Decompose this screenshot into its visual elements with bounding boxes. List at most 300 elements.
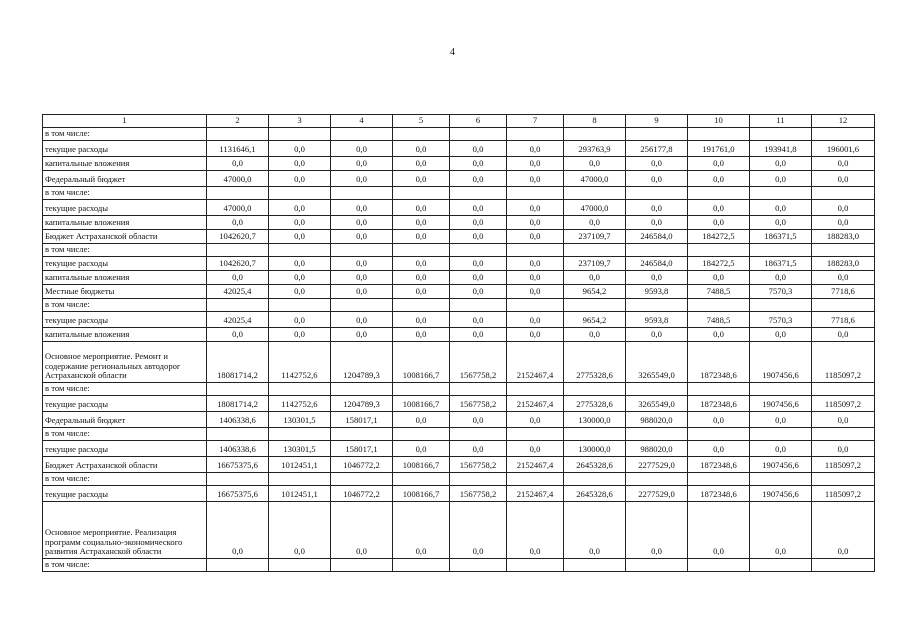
table-row xyxy=(43,341,875,382)
value-cell: 0,0 xyxy=(393,270,450,284)
value-cell: 0,0 xyxy=(812,156,875,170)
value-cell: 0,0 xyxy=(750,199,812,215)
value-cell: 988020,0 xyxy=(626,411,688,427)
value-cell: 1185097,2 xyxy=(812,341,875,382)
value-cell: 188283,0 xyxy=(812,229,875,243)
value-cell xyxy=(393,298,450,311)
value-cell xyxy=(331,472,393,485)
row-label: в том числе: xyxy=(43,298,207,311)
value-cell: 0,0 xyxy=(331,229,393,243)
value-cell xyxy=(450,472,507,485)
value-cell: 47000,0 xyxy=(207,170,269,186)
value-cell xyxy=(626,186,688,199)
value-cell: 0,0 xyxy=(507,501,564,558)
column-header: 3 xyxy=(269,115,331,128)
row-label: Бюджет Астраханской области xyxy=(43,229,207,243)
value-cell xyxy=(507,558,564,571)
value-cell: 2645328,6 xyxy=(564,456,626,472)
value-cell xyxy=(812,243,875,256)
value-cell xyxy=(564,472,626,485)
value-cell: 1204789,3 xyxy=(331,395,393,411)
value-cell xyxy=(688,298,750,311)
value-cell: 0,0 xyxy=(269,501,331,558)
value-cell: 0,0 xyxy=(688,440,750,456)
value-cell xyxy=(688,427,750,440)
table-row xyxy=(43,427,875,440)
value-cell: 196001,6 xyxy=(812,140,875,156)
value-cell: 0,0 xyxy=(450,229,507,243)
value-cell: 0,0 xyxy=(450,327,507,341)
value-cell: 2152467,4 xyxy=(507,456,564,472)
row-label: Бюджет Астраханской области xyxy=(43,456,207,472)
value-cell xyxy=(207,127,269,140)
value-cell xyxy=(450,427,507,440)
value-cell xyxy=(393,186,450,199)
value-cell xyxy=(688,243,750,256)
row-label: в том числе: xyxy=(43,127,207,140)
value-cell xyxy=(269,472,331,485)
row-label: текущие расходы xyxy=(43,199,207,215)
value-cell: 47000,0 xyxy=(564,199,626,215)
table-row xyxy=(43,215,875,229)
value-cell xyxy=(626,382,688,395)
value-cell: 0,0 xyxy=(450,311,507,327)
value-cell: 988020,0 xyxy=(626,440,688,456)
value-cell: 7570,3 xyxy=(750,311,812,327)
table-row xyxy=(43,256,875,270)
value-cell: 0,0 xyxy=(507,284,564,298)
table-row xyxy=(43,311,875,327)
value-cell: 1567758,2 xyxy=(450,456,507,472)
table-row xyxy=(43,284,875,298)
value-cell: 0,0 xyxy=(393,199,450,215)
value-cell xyxy=(507,186,564,199)
value-cell: 0,0 xyxy=(331,256,393,270)
table-row xyxy=(43,140,875,156)
value-cell xyxy=(688,558,750,571)
row-label: в том числе: xyxy=(43,382,207,395)
value-cell: 3265549,0 xyxy=(626,395,688,411)
value-cell: 18081714,2 xyxy=(207,341,269,382)
row-label: Федеральный бюджет xyxy=(43,411,207,427)
value-cell: 0,0 xyxy=(393,327,450,341)
value-cell xyxy=(626,298,688,311)
value-cell: 0,0 xyxy=(269,170,331,186)
value-cell: 1185097,2 xyxy=(812,485,875,501)
value-cell: 0,0 xyxy=(450,215,507,229)
value-cell: 0,0 xyxy=(812,215,875,229)
row-label: текущие расходы xyxy=(43,311,207,327)
table-row xyxy=(43,127,875,140)
value-cell xyxy=(450,298,507,311)
value-cell xyxy=(207,243,269,256)
value-cell: 0,0 xyxy=(507,199,564,215)
value-cell xyxy=(331,298,393,311)
value-cell: 9593,8 xyxy=(626,284,688,298)
table-row xyxy=(43,501,875,558)
value-cell: 0,0 xyxy=(626,215,688,229)
value-cell xyxy=(269,186,331,199)
value-cell xyxy=(626,243,688,256)
value-cell: 0,0 xyxy=(812,327,875,341)
value-cell xyxy=(393,427,450,440)
value-cell: 191761,0 xyxy=(688,140,750,156)
value-cell: 0,0 xyxy=(331,170,393,186)
value-cell xyxy=(812,558,875,571)
value-cell: 0,0 xyxy=(626,327,688,341)
value-cell: 0,0 xyxy=(750,501,812,558)
value-cell: 0,0 xyxy=(269,229,331,243)
value-cell: 2775328,6 xyxy=(564,341,626,382)
value-cell: 0,0 xyxy=(507,170,564,186)
value-cell: 0,0 xyxy=(688,156,750,170)
value-cell: 0,0 xyxy=(507,270,564,284)
table-row xyxy=(43,243,875,256)
value-cell xyxy=(564,382,626,395)
value-cell xyxy=(564,186,626,199)
value-cell: 2277529,0 xyxy=(626,485,688,501)
row-label: Федеральный бюджет xyxy=(43,170,207,186)
value-cell: 0,0 xyxy=(269,270,331,284)
value-cell xyxy=(507,298,564,311)
value-cell: 0,0 xyxy=(331,140,393,156)
value-cell: 1046772,2 xyxy=(331,456,393,472)
value-cell xyxy=(450,558,507,571)
value-cell: 0,0 xyxy=(269,140,331,156)
value-cell: 0,0 xyxy=(393,411,450,427)
value-cell: 7488,5 xyxy=(688,284,750,298)
value-cell: 0,0 xyxy=(564,156,626,170)
value-cell: 1046772,2 xyxy=(331,485,393,501)
row-label: капитальные вложения xyxy=(43,215,207,229)
column-header: 8 xyxy=(564,115,626,128)
value-cell: 0,0 xyxy=(507,156,564,170)
table-row xyxy=(43,411,875,427)
value-cell xyxy=(269,298,331,311)
value-cell xyxy=(750,427,812,440)
value-cell: 0,0 xyxy=(393,284,450,298)
value-cell: 0,0 xyxy=(688,215,750,229)
value-cell xyxy=(688,127,750,140)
value-cell: 0,0 xyxy=(507,140,564,156)
row-label: текущие расходы xyxy=(43,440,207,456)
value-cell: 193941,8 xyxy=(750,140,812,156)
table-row xyxy=(43,382,875,395)
value-cell: 0,0 xyxy=(507,327,564,341)
value-cell xyxy=(269,127,331,140)
value-cell: 0,0 xyxy=(450,440,507,456)
value-cell: 0,0 xyxy=(507,440,564,456)
table-row xyxy=(43,456,875,472)
value-cell: 0,0 xyxy=(626,501,688,558)
value-cell: 1872348,6 xyxy=(688,456,750,472)
row-label: в том числе: xyxy=(43,186,207,199)
value-cell: 2645328,6 xyxy=(564,485,626,501)
value-cell: 0,0 xyxy=(269,199,331,215)
value-cell: 0,0 xyxy=(393,140,450,156)
value-cell: 0,0 xyxy=(812,199,875,215)
column-header: 4 xyxy=(331,115,393,128)
value-cell xyxy=(507,472,564,485)
column-header: 9 xyxy=(626,115,688,128)
value-cell: 2775328,6 xyxy=(564,395,626,411)
value-cell xyxy=(564,298,626,311)
value-cell: 0,0 xyxy=(564,501,626,558)
value-cell xyxy=(688,382,750,395)
value-cell: 0,0 xyxy=(507,256,564,270)
value-cell: 0,0 xyxy=(450,199,507,215)
value-cell: 0,0 xyxy=(812,411,875,427)
value-cell: 1185097,2 xyxy=(812,456,875,472)
table-row xyxy=(43,229,875,243)
value-cell: 0,0 xyxy=(564,327,626,341)
table-row xyxy=(43,156,875,170)
value-cell: 256177,8 xyxy=(626,140,688,156)
value-cell xyxy=(564,558,626,571)
value-cell xyxy=(812,186,875,199)
table-row xyxy=(43,298,875,311)
value-cell: 0,0 xyxy=(688,411,750,427)
row-label: Основное мероприятие. Реализация программ социально-экономического развития Астраханской области xyxy=(43,501,207,558)
value-cell: 7488,5 xyxy=(688,311,750,327)
value-cell: 0,0 xyxy=(269,311,331,327)
value-cell: 0,0 xyxy=(450,411,507,427)
value-cell: 0,0 xyxy=(750,270,812,284)
value-cell: 47000,0 xyxy=(207,199,269,215)
value-cell: 1567758,2 xyxy=(450,395,507,411)
value-cell: 293763,9 xyxy=(564,140,626,156)
value-cell: 130000,0 xyxy=(564,411,626,427)
value-cell: 1872348,6 xyxy=(688,485,750,501)
value-cell: 184272,5 xyxy=(688,229,750,243)
value-cell: 0,0 xyxy=(688,170,750,186)
value-cell xyxy=(269,558,331,571)
value-cell xyxy=(626,472,688,485)
row-label: текущие расходы xyxy=(43,256,207,270)
value-cell: 188283,0 xyxy=(812,256,875,270)
value-cell: 158017,1 xyxy=(331,411,393,427)
table-row xyxy=(43,186,875,199)
row-label: капитальные вложения xyxy=(43,270,207,284)
column-header: 11 xyxy=(750,115,812,128)
value-cell: 2152467,4 xyxy=(507,341,564,382)
row-label: текущие расходы xyxy=(43,485,207,501)
value-cell xyxy=(507,382,564,395)
value-cell: 1567758,2 xyxy=(450,485,507,501)
value-cell xyxy=(450,127,507,140)
value-cell: 7718,6 xyxy=(812,311,875,327)
value-cell: 186371,5 xyxy=(750,256,812,270)
value-cell: 0,0 xyxy=(626,270,688,284)
value-cell: 1185097,2 xyxy=(812,395,875,411)
value-cell xyxy=(331,558,393,571)
value-cell: 1131646,1 xyxy=(207,140,269,156)
value-cell: 0,0 xyxy=(393,215,450,229)
value-cell: 237109,7 xyxy=(564,229,626,243)
value-cell: 0,0 xyxy=(393,440,450,456)
value-cell: 0,0 xyxy=(450,270,507,284)
value-cell xyxy=(207,558,269,571)
value-cell: 1406338,6 xyxy=(207,440,269,456)
value-cell: 0,0 xyxy=(331,270,393,284)
value-cell: 0,0 xyxy=(207,215,269,229)
value-cell xyxy=(331,243,393,256)
value-cell: 0,0 xyxy=(331,199,393,215)
value-cell: 0,0 xyxy=(450,284,507,298)
value-cell xyxy=(207,382,269,395)
value-cell: 0,0 xyxy=(564,215,626,229)
value-cell xyxy=(269,243,331,256)
value-cell xyxy=(393,558,450,571)
value-cell: 16675375,6 xyxy=(207,456,269,472)
value-cell: 9654,2 xyxy=(564,311,626,327)
value-cell xyxy=(393,472,450,485)
value-cell xyxy=(207,427,269,440)
table-row xyxy=(43,395,875,411)
value-cell: 0,0 xyxy=(507,311,564,327)
value-cell: 1142752,6 xyxy=(269,395,331,411)
row-label: текущие расходы xyxy=(43,395,207,411)
value-cell: 1907456,6 xyxy=(750,395,812,411)
table-row xyxy=(43,558,875,571)
value-cell: 0,0 xyxy=(750,327,812,341)
value-cell: 246584,0 xyxy=(626,229,688,243)
value-cell: 130000,0 xyxy=(564,440,626,456)
value-cell: 0,0 xyxy=(564,270,626,284)
value-cell: 0,0 xyxy=(393,501,450,558)
value-cell xyxy=(750,127,812,140)
value-cell: 0,0 xyxy=(626,199,688,215)
value-cell: 0,0 xyxy=(450,140,507,156)
value-cell: 1008166,7 xyxy=(393,341,450,382)
value-cell xyxy=(207,186,269,199)
value-cell: 0,0 xyxy=(507,229,564,243)
value-cell xyxy=(812,382,875,395)
value-cell: 1012451,1 xyxy=(269,485,331,501)
value-cell: 1042620,7 xyxy=(207,229,269,243)
value-cell: 7718,6 xyxy=(812,284,875,298)
value-cell: 0,0 xyxy=(507,215,564,229)
column-header: 5 xyxy=(393,115,450,128)
value-cell xyxy=(564,243,626,256)
value-cell: 0,0 xyxy=(331,215,393,229)
value-cell: 0,0 xyxy=(626,170,688,186)
value-cell: 0,0 xyxy=(331,156,393,170)
table-row xyxy=(43,199,875,215)
table-body xyxy=(43,127,875,571)
value-cell: 0,0 xyxy=(331,311,393,327)
value-cell: 18081714,2 xyxy=(207,395,269,411)
value-cell xyxy=(269,427,331,440)
value-cell xyxy=(450,382,507,395)
value-cell xyxy=(393,243,450,256)
value-cell: 0,0 xyxy=(750,156,812,170)
table-row xyxy=(43,472,875,485)
value-cell xyxy=(393,127,450,140)
column-header: 10 xyxy=(688,115,750,128)
value-cell: 0,0 xyxy=(688,501,750,558)
value-cell: 42025,4 xyxy=(207,284,269,298)
value-cell: 3265549,0 xyxy=(626,341,688,382)
column-header: 6 xyxy=(450,115,507,128)
header-row xyxy=(43,115,875,128)
value-cell xyxy=(507,427,564,440)
value-cell: 1012451,1 xyxy=(269,456,331,472)
value-cell xyxy=(626,558,688,571)
value-cell xyxy=(331,127,393,140)
value-cell xyxy=(812,127,875,140)
value-cell: 9593,8 xyxy=(626,311,688,327)
value-cell: 1406338,6 xyxy=(207,411,269,427)
value-cell xyxy=(564,427,626,440)
table-row xyxy=(43,270,875,284)
value-cell: 0,0 xyxy=(750,440,812,456)
value-cell xyxy=(331,186,393,199)
value-cell: 0,0 xyxy=(812,170,875,186)
value-cell: 1008166,7 xyxy=(393,485,450,501)
budget-table xyxy=(42,114,875,572)
value-cell: 0,0 xyxy=(626,156,688,170)
value-cell: 0,0 xyxy=(450,170,507,186)
value-cell: 1907456,6 xyxy=(750,456,812,472)
value-cell: 7570,3 xyxy=(750,284,812,298)
row-label: в том числе: xyxy=(43,427,207,440)
value-cell xyxy=(750,298,812,311)
value-cell: 0,0 xyxy=(331,501,393,558)
value-cell xyxy=(812,298,875,311)
row-label: Местные бюджеты xyxy=(43,284,207,298)
value-cell: 184272,5 xyxy=(688,256,750,270)
value-cell xyxy=(564,127,626,140)
row-label: текущие расходы xyxy=(43,140,207,156)
value-cell: 0,0 xyxy=(269,327,331,341)
value-cell xyxy=(207,472,269,485)
value-cell: 0,0 xyxy=(207,156,269,170)
value-cell: 1008166,7 xyxy=(393,395,450,411)
value-cell: 0,0 xyxy=(331,284,393,298)
value-cell xyxy=(812,472,875,485)
row-label: Основное мероприятие. Ремонт и содержание региональных автодорог Астраханской области xyxy=(43,341,207,382)
row-label: в том числе: xyxy=(43,472,207,485)
value-cell: 47000,0 xyxy=(564,170,626,186)
value-cell: 0,0 xyxy=(750,170,812,186)
value-cell: 1872348,6 xyxy=(688,341,750,382)
value-cell: 0,0 xyxy=(393,311,450,327)
column-header: 1 xyxy=(43,115,207,128)
value-cell: 0,0 xyxy=(393,170,450,186)
value-cell: 0,0 xyxy=(450,256,507,270)
value-cell: 0,0 xyxy=(688,327,750,341)
value-cell: 1872348,6 xyxy=(688,395,750,411)
value-cell: 0,0 xyxy=(393,256,450,270)
value-cell xyxy=(331,382,393,395)
row-label: капитальные вложения xyxy=(43,156,207,170)
value-cell: 130301,5 xyxy=(269,440,331,456)
value-cell: 0,0 xyxy=(812,440,875,456)
value-cell: 1008166,7 xyxy=(393,456,450,472)
value-cell xyxy=(750,472,812,485)
value-cell xyxy=(626,127,688,140)
column-header: 12 xyxy=(812,115,875,128)
value-cell: 130301,5 xyxy=(269,411,331,427)
row-label: капитальные вложения xyxy=(43,327,207,341)
value-cell: 0,0 xyxy=(450,156,507,170)
value-cell: 1042620,7 xyxy=(207,256,269,270)
value-cell: 1567758,2 xyxy=(450,341,507,382)
value-cell: 0,0 xyxy=(269,156,331,170)
value-cell: 0,0 xyxy=(750,215,812,229)
value-cell xyxy=(750,186,812,199)
